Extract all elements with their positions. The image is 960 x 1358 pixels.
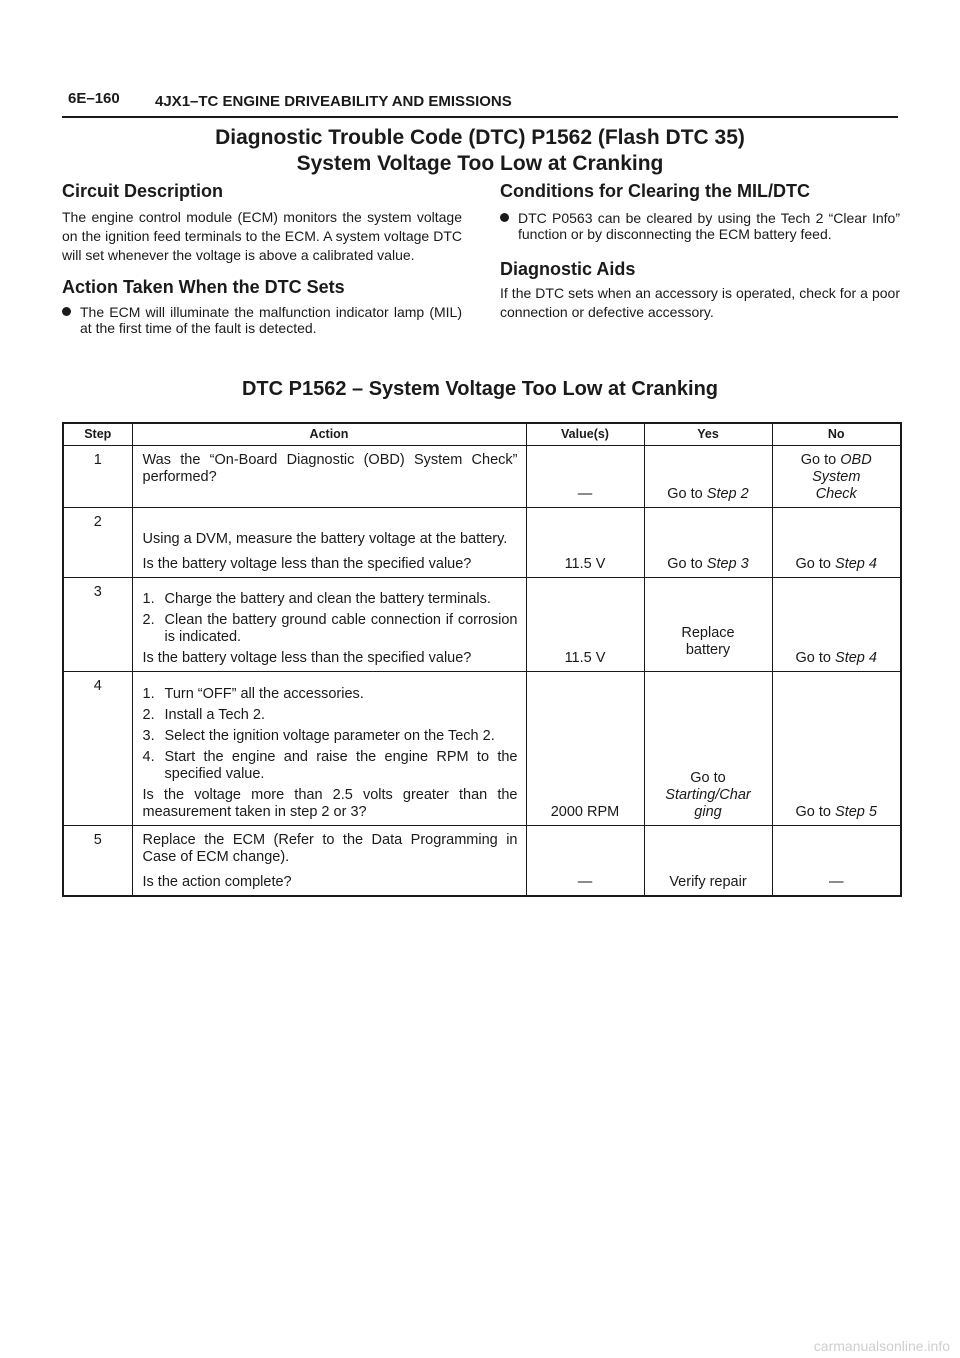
numbered-item <box>143 749 518 783</box>
header-action: Action <box>132 423 526 446</box>
page-number: 6E–160 <box>68 90 120 107</box>
table-title: DTC P1562 – System Voltage Too Low at Cranking <box>241 378 719 400</box>
conditions-clearing-list <box>500 210 900 242</box>
no-cell <box>772 672 901 826</box>
item-text: Charge the battery and clean the battery terminals. <box>164 591 491 607</box>
bullet-icon <box>500 213 509 222</box>
yes-cell: Verify repair <box>644 826 772 897</box>
table-row <box>63 508 901 578</box>
item-number: 1. <box>142 686 155 702</box>
yes-cell <box>644 672 772 826</box>
step-number: 2 <box>63 508 132 578</box>
yes-step-link[interactable]: Step 3 <box>706 556 749 572</box>
numbered-item <box>143 612 518 646</box>
right-column <box>500 180 900 322</box>
action-cell <box>132 446 526 508</box>
no-cell <box>772 446 901 508</box>
no-cell: — <box>772 826 901 897</box>
diagnostic-aids-heading: Diagnostic Aids <box>500 259 636 279</box>
item-text: Install a Tech 2. <box>164 707 265 723</box>
no-step-link[interactable]: Step 4 <box>835 650 877 666</box>
action-text: Replace the ECM (Refer to the Data Programming in Case of ECM change). <box>142 832 518 865</box>
yes-reference-link[interactable]: Starting/Char <box>665 787 751 803</box>
yes-prefix: Go to <box>667 486 707 502</box>
table-row <box>63 672 901 826</box>
action-question: Is the voltage more than 2.5 volts greater than the measurement taken in step 2 or 3? <box>142 787 518 820</box>
value-cell: 11.5 V <box>526 508 644 578</box>
left-column <box>62 180 462 336</box>
bullet-icon <box>62 307 71 316</box>
yes-prefix: Go to <box>690 770 726 786</box>
action-cell <box>132 826 526 897</box>
document-title-line1: Diagnostic Trouble Code (DTC) P1562 (Flash DTC 35) <box>215 126 745 149</box>
table-row <box>63 826 901 897</box>
action-cell <box>132 508 526 578</box>
no-cell <box>772 508 901 578</box>
step-number: 1 <box>63 446 132 508</box>
step-number: 4 <box>63 672 132 826</box>
value-cell: — <box>526 826 644 897</box>
action-text: Using a DVM, measure the battery voltage at the battery. <box>142 531 508 547</box>
item-number: 1. <box>142 591 155 607</box>
action-taken-heading: Action Taken When the DTC Sets <box>62 277 345 297</box>
action-question: Is the battery voltage less than the specified value? <box>142 556 472 572</box>
action-taken-list <box>62 304 462 336</box>
no-prefix: Go to <box>795 556 836 572</box>
action-question: Is the battery voltage less than the specified value? <box>142 650 472 666</box>
header-yes: Yes <box>644 423 772 446</box>
table-row <box>63 578 901 672</box>
yes-text: battery <box>685 642 731 658</box>
value-cell: 11.5 V <box>526 578 644 672</box>
yes-cell <box>644 446 772 508</box>
item-text: Start the engine and raise the engine RPM to the specified value. <box>164 749 518 782</box>
no-prefix: Go to <box>800 452 841 468</box>
numbered-item <box>143 728 518 745</box>
list-item <box>62 304 462 336</box>
no-step-link[interactable]: Step 4 <box>835 556 877 572</box>
item-text: Clean the battery ground cable connection if corrosion is indicated. <box>164 612 518 645</box>
yes-reference-link[interactable]: ging <box>694 804 722 820</box>
value-cell: — <box>526 446 644 508</box>
action-taken-bullet-text: The ECM will illuminate the malfunction indicator lamp (MIL) at the first time of the fault is detected. <box>80 304 462 336</box>
no-reference-link[interactable]: OBD <box>840 452 872 468</box>
header-values: Value(s) <box>526 423 644 446</box>
yes-prefix: Go to <box>667 556 707 572</box>
table-row <box>63 446 901 508</box>
item-number: 4. <box>142 749 155 765</box>
no-prefix: Go to <box>795 650 836 666</box>
circuit-description-text: The engine control module (ECM) monitors the system voltage on the ignition feed terminals to the ECM. A system voltage DTC will set whenever the voltage is above a calibrated value. <box>62 209 462 263</box>
numbered-item <box>143 591 518 608</box>
conditions-clearing-heading: Conditions for Clearing the MIL/DTC <box>500 181 810 201</box>
step-number: 5 <box>63 826 132 897</box>
item-number: 3. <box>142 728 155 744</box>
item-number: 2. <box>142 707 155 723</box>
no-reference-link[interactable]: System <box>812 469 861 485</box>
action-cell <box>132 672 526 826</box>
yes-text: Replace <box>681 625 735 641</box>
yes-cell <box>644 578 772 672</box>
step-number: 3 <box>63 578 132 672</box>
header-step: Step <box>63 423 132 446</box>
list-item <box>500 210 900 242</box>
section-title: 4JX1–TC ENGINE DRIVEABILITY AND EMISSIONS <box>155 93 512 110</box>
table-header-row <box>63 423 901 446</box>
header-no: No <box>772 423 901 446</box>
item-text: Select the ignition voltage parameter on the Tech 2. <box>164 728 495 744</box>
numbered-item <box>143 707 518 724</box>
item-number: 2. <box>142 612 155 628</box>
document-title <box>62 125 898 177</box>
diagnostic-aids-text: If the DTC sets when an accessory is operated, check for a poor connection or defective accessory. <box>500 285 900 320</box>
no-cell <box>772 578 901 672</box>
value-cell: 2000 RPM <box>526 672 644 826</box>
numbered-item <box>143 686 518 703</box>
watermark: carmanualsonline.info <box>813 1338 950 1354</box>
header-rule <box>62 116 898 118</box>
circuit-description-heading: Circuit Description <box>62 181 224 201</box>
action-cell <box>132 578 526 672</box>
action-question: Is the action complete? <box>142 874 292 890</box>
yes-cell <box>644 508 772 578</box>
yes-step-link[interactable]: Step 2 <box>706 486 749 502</box>
conditions-clearing-bullet-text: DTC P0563 can be cleared by using the Tech 2 “Clear Info” function or by disconnecting the ECM battery feed. <box>518 210 900 242</box>
document-title-line2: System Voltage Too Low at Cranking <box>296 152 664 175</box>
no-prefix: Go to <box>795 804 836 820</box>
action-text: Was the “On-Board Diagnostic (OBD) System Check” performed? <box>142 452 518 485</box>
diagnostic-table <box>62 422 902 897</box>
no-reference-link[interactable]: Check <box>815 486 857 502</box>
no-step-link[interactable]: Step 5 <box>835 804 877 820</box>
item-text: Turn “OFF” all the accessories. <box>164 686 364 702</box>
